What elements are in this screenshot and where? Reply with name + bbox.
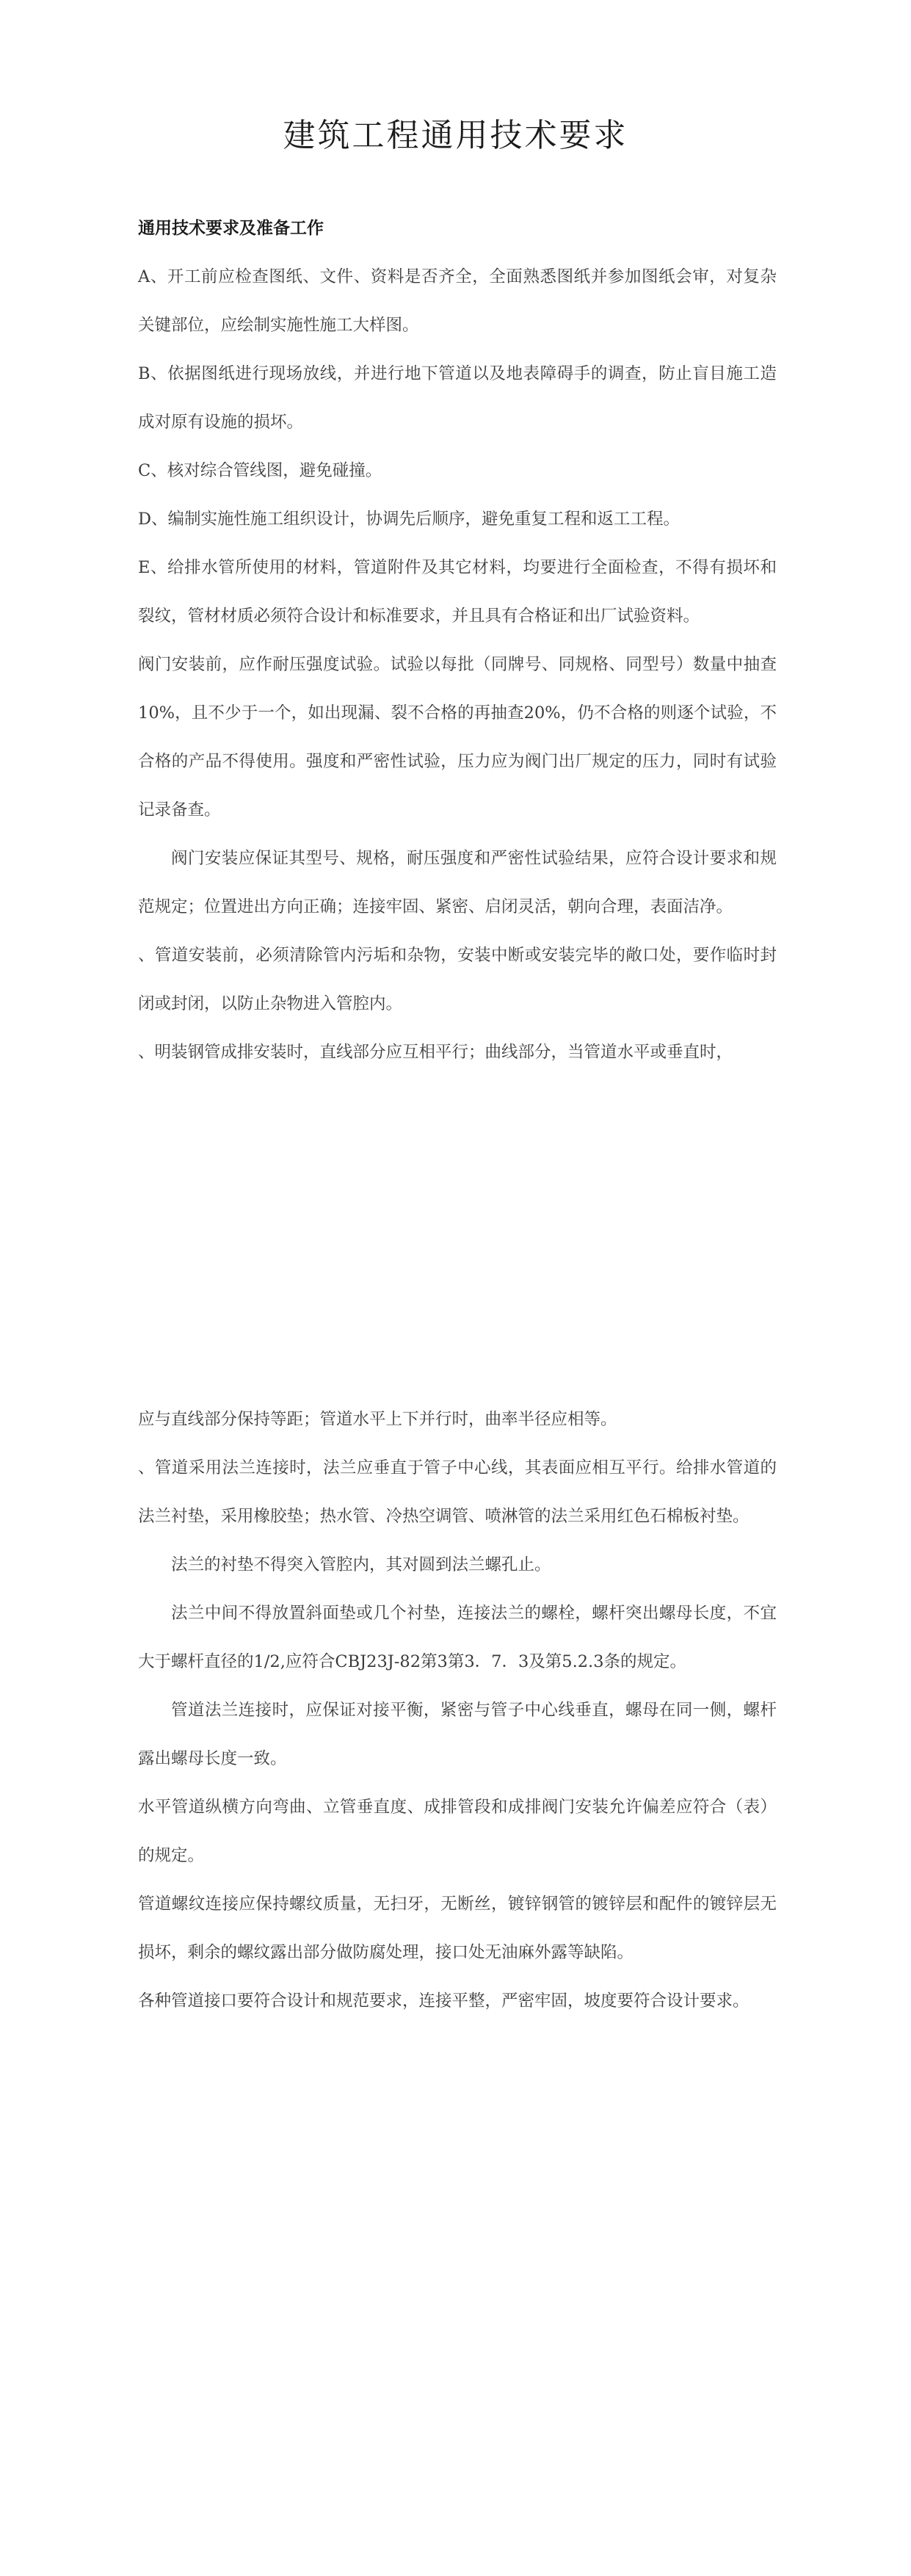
section-heading: 通用技术要求及准备工作 — [138, 218, 324, 238]
paragraph-c: C、核对综合管线图，避免碰撞。 — [138, 461, 382, 480]
paragraph-b: B、依据图纸进行现场放线，并进行地下管道以及地表障碍手的调查，防止盲目施工造成对原有设施的损坏。 — [138, 364, 777, 432]
paragraph-flange-bolts: 法兰中间不得放置斜面垫或几个衬垫，连接法兰的螺栓，螺杆突出螺母长度，不宜大于螺杆直径的1/2,应符合CBJ23J-82第3第3．7．3及第5.2.3条的规定。 — [138, 1604, 777, 1671]
paragraph-thread: 管道螺纹连接应保持螺纹质量，无扫牙，无断丝，镀锌钢管的镀锌层和配件的镀锌层无损坏，剩余的螺纹露出部分做防腐处理，接口处无油麻外露等缺陷。 — [138, 1895, 777, 1962]
paragraph-flange-gasket: 法兰的衬垫不得突入管腔内，其对圆到法兰螺孔止。 — [171, 1555, 551, 1574]
paragraph-joints: 各种管道接口要符合设计和规范要求，连接平整，严密牢固，坡度要符合设计要求。 — [138, 1991, 750, 2011]
paragraph-e: E、给排水管所使用的材料，管道附件及其它材料，均要进行全面检查，不得有损坏和裂纹，管材材质必须符合设计和标准要求，并且具有合格证和出厂试验资料。 — [138, 558, 777, 626]
paragraph-exposed-pipe-cont: 应与直线部分保持等距；管道水平上下并行时，曲率半径应相等。 — [138, 1410, 617, 1429]
paragraph-exposed-pipe: 、明装钢管成排安装时，直线部分应互相平行；曲线部分，当管道水平或垂直时， — [138, 1043, 733, 1062]
paragraph-valve-test: 阀门安装前，应作耐压强度试验。试验以每批（同牌号、同规格、同型号）数量中抽查10%，且不少于一个，如出现漏、裂不合格的再抽查20%，仍不合格的则逐个试验，不合格的产品不得使用。强度和严密性试验，压力应为阀门出厂规定的压力，同时有试验记录备查。 — [138, 655, 777, 820]
document-title: 建筑工程通用技术要求 — [283, 117, 628, 154]
paragraph-valve-install: 阀门安装应保证其型号、规格，耐压强度和严密性试验结果，应符合设计要求和规范规定；位置进出方向正确；连接牢固、紧密、启闭灵活，朝向合理，表面洁净。 — [138, 849, 777, 916]
paragraph-tolerance: 水平管道纵横方向弯曲、立管垂直度、成排管段和成排阀门安装允许偏差应符合（表）的规定。 — [138, 1798, 777, 1865]
paragraph-d: D、编制实施性施工组织设计，协调先后顺序，避免重复工程和返工工程。 — [138, 510, 680, 529]
paragraph-flange-alignment: 管道法兰连接时，应保证对接平衡，紧密与管子中心线垂直，螺母在同一侧，螺杆露出螺母长度一致。 — [138, 1701, 777, 1768]
document-body-part2 — [138, 1395, 777, 2025]
document-body-part1 — [138, 204, 777, 1077]
paragraph-flange-connection: 、管道采用法兰连接时，法兰应垂直于管子中心线，其表面应相互平行。给排水管道的法兰衬垫，采用橡胶垫；热水管、冷热空调管、喷淋管的法兰采用红色石棉板衬垫。 — [138, 1458, 777, 1526]
paragraph-a: A、开工前应检查图纸、文件、资料是否齐全，全面熟悉图纸并参加图纸会审，对复杂关键部位，应绘制实施性施工大样图。 — [138, 267, 777, 335]
paragraph-pipe-clean: 、管道安装前，必须清除管内污垢和杂物，安装中断或安装完毕的敞口处，要作临时封闭或封闭，以防止杂物进入管腔内。 — [138, 946, 777, 1013]
